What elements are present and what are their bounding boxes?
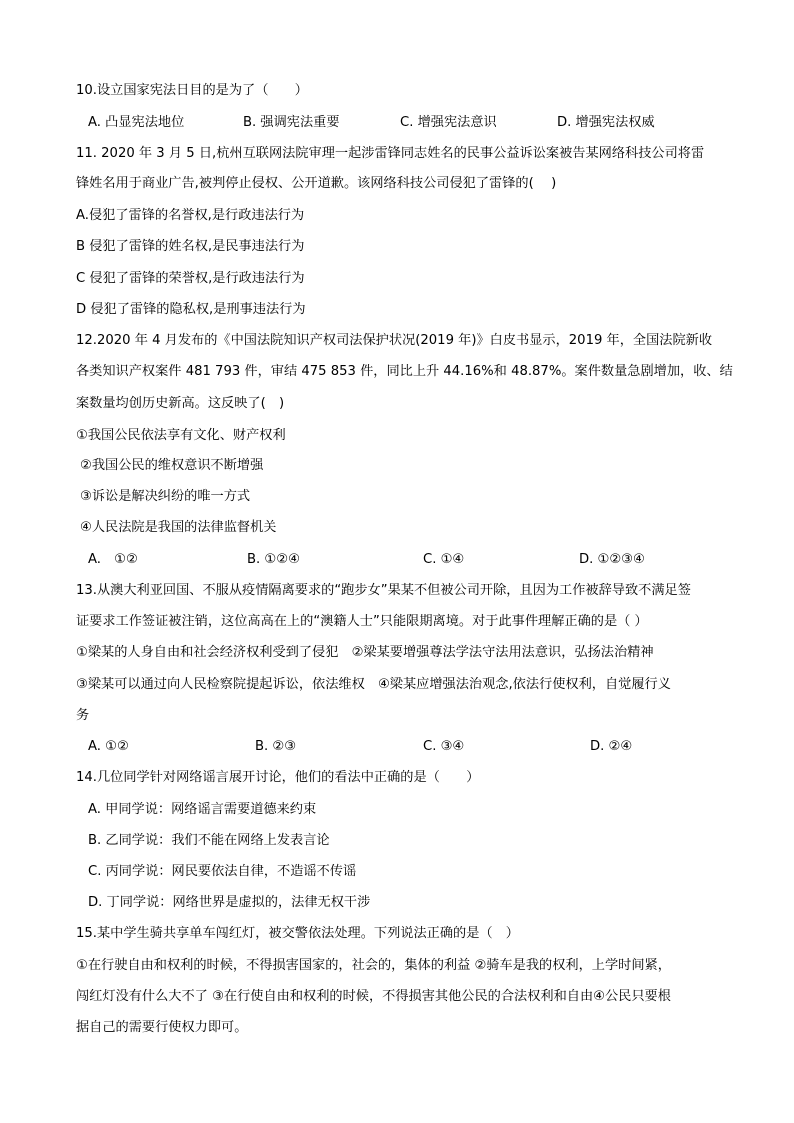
- q12-stem-line1: 12.2020 年 4 月发布的《中国法院知识产权司法保护状况(2019 年)》白皮书显示，2019 年，全国法院新收: [76, 333, 713, 348]
- q14-option-d: D. 丁同学说：网络世界是虚拟的，法律无权干涉: [88, 895, 371, 910]
- q14-stem: 14.几位同学针对网络谣言展开讨论，他们的看法中正确的是（ ）: [76, 770, 480, 785]
- q12-item-4: ④人民法院是我国的法律监督机关: [80, 520, 277, 535]
- q12-option-c: C. ①④: [423, 552, 465, 567]
- q13-items-line2: ③梁某可以通过向人民检察院提起诉讼，依法维权 ④梁某应增强法治观念,依法行使权利，自觉履行义: [76, 677, 671, 692]
- q11-option-d: D 侵犯了雷锋的隐私权,是刑事违法行为: [76, 302, 306, 317]
- q10-stem: 10.设立国家宪法日目的是为了（ ）: [76, 83, 308, 98]
- q15-stem: 15.某中学生骑共享单车闯红灯，被交警依法处理。下列说法正确的是（ ）: [76, 926, 519, 941]
- q13-option-b: B. ②③: [255, 739, 297, 754]
- q10-option-b: B. 强调宪法重要: [243, 115, 340, 130]
- q13-stem-line1: 13.从澳大利亚回国、不服从疫情隔离要求的“跑步女”果某不但被公司开除，且因为工作被辞导致不满足签: [76, 583, 691, 598]
- q10-option-d: D. 增强宪法权威: [557, 115, 655, 130]
- q10-option-c: C. 增强宪法意识: [400, 115, 497, 130]
- q14-option-c: C. 丙同学说：网民要依法自律，不造谣不传谣: [88, 864, 357, 879]
- q13-stem-line2: 证要求工作签证被注销，这位高高在上的“澳籍人士”只能限期离境。对于此事件理解正确的是（ ）: [76, 614, 648, 629]
- q12-stem-line2: 各类知识产权案件 481 793 件，审结 475 853 件，同比上升 44.16%和 48.87%。案件数量急剧增加，收、结: [76, 364, 733, 379]
- q14-option-a: A. 甲同学说：网络谣言需要道德来约束: [88, 802, 317, 817]
- q15-items-line2: 闯红灯没有什么大不了 ③在行使自由和权利的时候，不得损害其他公民的合法权利和自由④公民只要根: [76, 989, 671, 1004]
- q13-option-c: C. ③④: [423, 739, 465, 754]
- q14-option-b: B. 乙同学说：我们不能在网络上发表言论: [88, 833, 330, 848]
- q11-option-c: C 侵犯了雷锋的荣誉权,是行政违法行为: [76, 271, 305, 286]
- q12-stem-line3: 案数量均创历史新高。这反映了( ): [76, 396, 285, 411]
- q12-option-b: B. ①②④: [247, 552, 300, 567]
- q11-option-b: B 侵犯了雷锋的姓名权,是民事违法行为: [76, 239, 305, 254]
- q10-option-a: A. 凸显宪法地位: [88, 115, 185, 130]
- q12-item-2: ②我国公民的维权意识不断增强: [80, 458, 264, 473]
- q12-item-1: ①我国公民依法享有文化、财产权利: [76, 428, 286, 443]
- q13-items-line3: 务: [76, 708, 90, 723]
- q15-items-line1: ①在行驶自由和权利的时候，不得损害国家的，社会的，集体的利益 ②骑车是我的权利，上学时间紧，: [76, 958, 671, 973]
- q12-item-3: ③诉讼是解决纠纷的唯一方式: [80, 489, 251, 504]
- q11-stem-line1: 11. 2020 年 3 月 5 日,杭州互联网法院审理一起涉雷锋同志姓名的民事公益诉讼案被告某网络科技公司将雷: [76, 146, 705, 161]
- q11-option-a: A.侵犯了雷锋的名誉权,是行政违法行为: [76, 208, 305, 223]
- q12-option-d: D. ①②③④: [579, 552, 645, 567]
- q15-items-line3: 据自己的需要行使权力即可。: [76, 1020, 248, 1035]
- q13-items-line1: ①梁某的人身自由和社会经济权利受到了侵犯 ②梁某要增强尊法学法守法用法意识，弘扬法治精神: [76, 645, 654, 660]
- q11-stem-line2: 锋姓名用于商业广告,被判停止侵权、公开道歉。该网络科技公司侵犯了雷锋的( ): [76, 176, 557, 191]
- q13-option-a: A. ①②: [88, 739, 129, 754]
- q13-option-d: D. ②④: [590, 739, 633, 754]
- q12-option-a: A. ①②: [88, 552, 138, 567]
